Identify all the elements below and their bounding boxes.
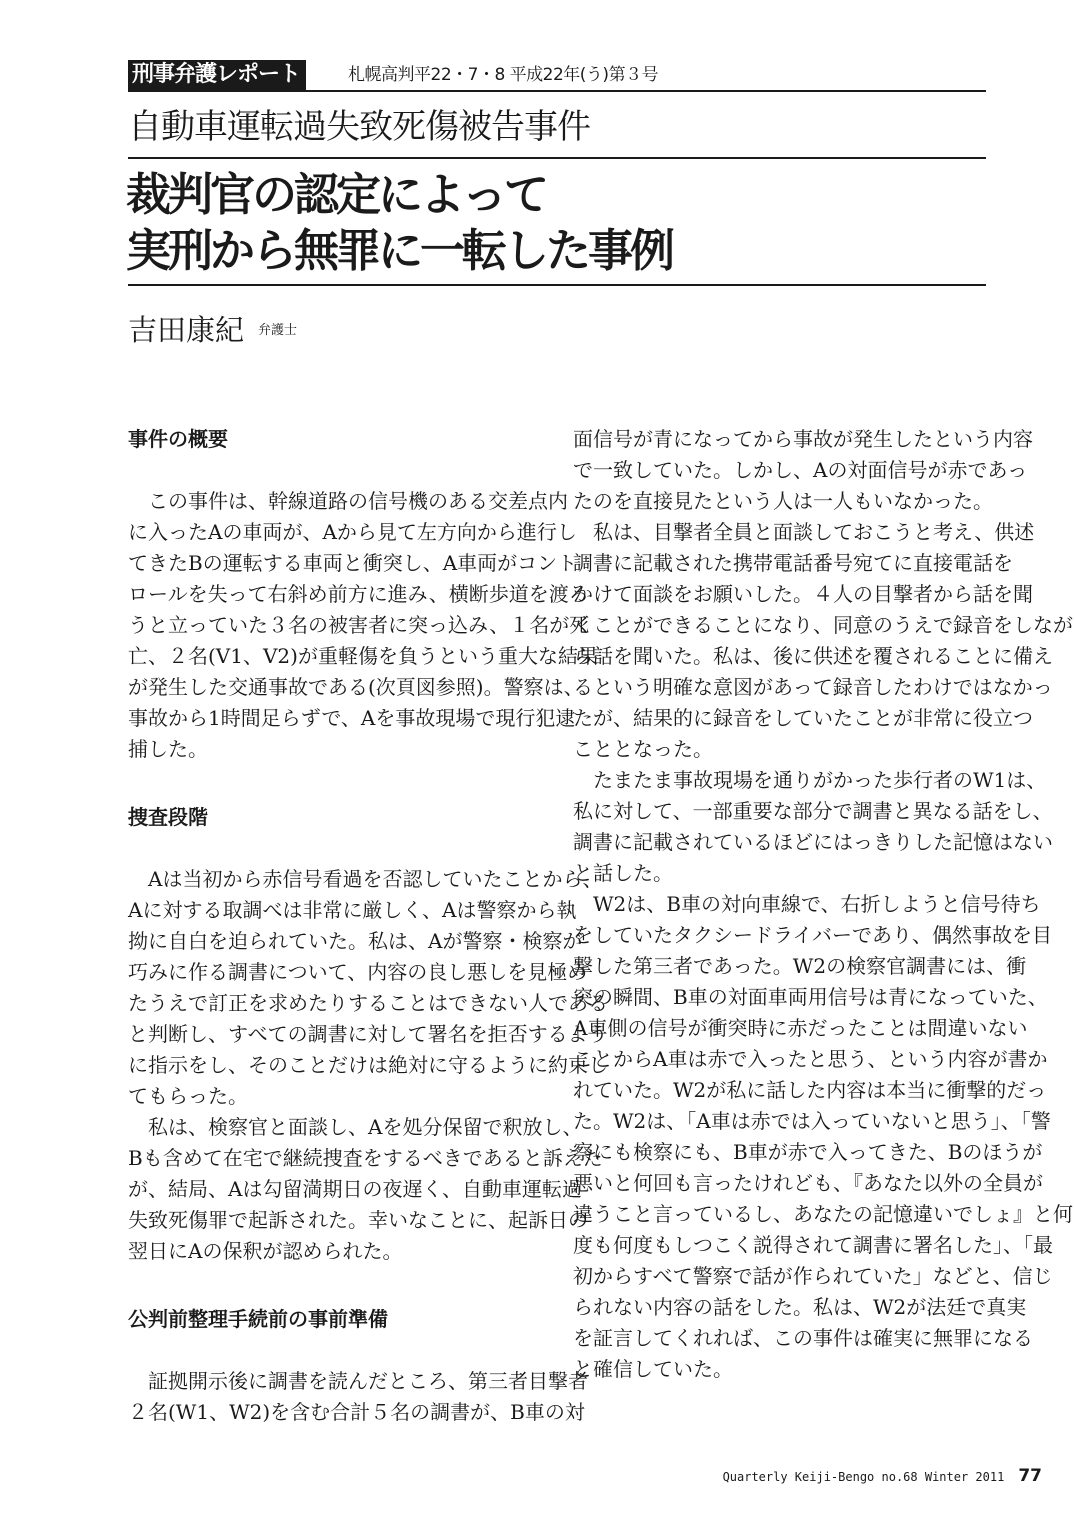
- text-line: 翌日にAの保釈が認められた。: [128, 1239, 403, 1263]
- text-line: 悪いと何回も言ったけれども、『あなた以外の全員が: [573, 1171, 1043, 1195]
- text-line: ことからA車は赤で入ったと思う、という内容が書か: [573, 1047, 1048, 1071]
- section-heading: 事件の概要: [128, 427, 228, 451]
- text-line: この事件は、幹線道路の信号機のある交差点内: [128, 489, 568, 513]
- text-line: Bも含めて在宅で継続捜査をするべきであると訴えた: [128, 1146, 603, 1170]
- divider: [128, 284, 986, 286]
- text-line: 突の瞬間、B車の対面車両用信号は青になっていた、: [573, 985, 1048, 1009]
- text-line: ロールを失って右斜め前方に進み、横断歩道を渡ろ: [128, 582, 589, 606]
- author-role: 弁護士: [258, 323, 298, 338]
- paragraph: [573, 517, 1073, 765]
- text-line: で一致していた。しかし、Aの対面信号が赤であっ: [573, 458, 1028, 482]
- text-line: 捕した。: [128, 737, 208, 761]
- case-reference: 札幌高判平22・7・8 平成22年(う)第３号: [348, 65, 659, 85]
- paragraph: [128, 1112, 603, 1267]
- text-line: を証言してくれれば、この事件は確実に無罪になる: [573, 1326, 1033, 1350]
- text-line: W2は、B車の対向車線で、右折しようと信号待ち: [573, 892, 1041, 916]
- text-line: てきたBの運転する車両と衝突し、A車両がコント: [128, 551, 578, 575]
- paragraph: [128, 1366, 588, 1428]
- text-line: ら話を聞いた。私は、後に供述を覆されることに備え: [573, 644, 1053, 668]
- text-line: かけて面談をお願いした。４人の目撃者から話を聞: [573, 582, 1033, 606]
- text-line: 面信号が青になってから事故が発生したという内容: [573, 427, 1033, 451]
- text-line: るという明確な意図があって録音したわけではなかっ: [573, 675, 1053, 699]
- byline: [128, 312, 297, 349]
- text-line: 亡、２名(V1、V2)が重軽傷を負うという重大な結果: [128, 644, 598, 668]
- text-line: 巧みに作る調書について、内容の良し悪しを見極め: [128, 960, 588, 984]
- author-name: 吉田康紀: [128, 313, 245, 347]
- text-line: 度も何度もしつこく説得されて調書に署名した」、「最: [573, 1233, 1053, 1257]
- text-line: A車側の信号が衝突時に赤だったことは間違いない: [573, 1016, 1028, 1040]
- case-name: 自動車運転過失致死傷被告事件: [128, 107, 590, 147]
- paragraph: [573, 424, 1033, 517]
- text-line: 拗に自白を迫られていた。私は、Aが警察・検察が: [128, 929, 583, 953]
- section-heading: 公判前整理手続前の事前準備: [128, 1307, 388, 1331]
- text-line: が発生した交通事故である(次頁図参照)。警察は、: [128, 675, 584, 699]
- text-line: をしていたタクシードライバーであり、偶然事故を目: [573, 923, 1052, 947]
- article-title: [126, 167, 672, 279]
- text-line: 私は、目撃者全員と面談しておこうと考え、供述: [573, 520, 1035, 544]
- text-line: たうえで訂正を求めたりすることはできない人である: [128, 991, 608, 1015]
- text-line: うと立っていた３名の被害者に突っ込み、１名が死: [128, 613, 590, 637]
- text-line: たのを直接見たという人は一人もいなかった。: [573, 489, 993, 513]
- title-line: 裁判官の認定によって: [126, 168, 547, 221]
- text-line: 調書に記載された携帯電話番号宛てに直接電話を: [573, 551, 1013, 575]
- paragraph: [573, 765, 1053, 889]
- text-line: た。W2は、「A車は赤では入っていないと思う」、「警: [573, 1109, 1051, 1133]
- paragraph: [573, 889, 1073, 1385]
- divider: [128, 157, 986, 159]
- journal-name: Quarterly Keiji-Bengo no.68 Winter 2011: [722, 1470, 1005, 1484]
- text-line: に指示をし、そのことだけは絶対に守るように約束し: [128, 1053, 608, 1077]
- text-line: 事故から1時間足らずで、Aを事故現場で現行犯逮: [128, 706, 576, 730]
- series-label: 刑事弁護レポート: [128, 60, 306, 90]
- text-line: と確信していた。: [573, 1357, 733, 1381]
- text-line: 撃した第三者であった。W2の検察官調書には、衝: [573, 954, 1027, 978]
- text-line: 調書に記載されているほどにはっきりした記憶はない: [573, 830, 1053, 854]
- page-footer: [723, 1466, 1042, 1487]
- divider: [128, 90, 986, 92]
- section-heading: 捜査段階: [128, 805, 208, 829]
- left-column: [128, 424, 608, 1428]
- paragraph: [128, 864, 608, 1112]
- text-line: と判断し、すべての調書に対して署名を拒否するよう: [128, 1022, 608, 1046]
- text-line: たが、結果的に録音をしていたことが非常に役立つ: [573, 706, 1033, 730]
- text-line: こととなった。: [573, 737, 713, 761]
- text-line: たまたま事故現場を通りがかった歩行者のW1は、: [573, 768, 1047, 792]
- page-number: 77: [1018, 1466, 1042, 1486]
- text-line: 察にも検察にも、B車が赤で入ってきた、Bのほうが: [573, 1140, 1043, 1164]
- text-line: に入ったAの車両が、Aから見て左方向から進行し: [128, 520, 577, 544]
- text-line: 証拠開示後に調書を読んだところ、第三者目撃者: [128, 1369, 588, 1393]
- paragraph: [128, 486, 598, 765]
- text-line: 私は、検察官と面談し、Aを処分保留で釈放し、: [128, 1115, 583, 1139]
- text-line: と話した。: [573, 861, 673, 885]
- text-line: 失致死傷罪で起訴された。幸いなことに、起訴日の: [128, 1208, 588, 1232]
- text-line: てもらった。: [128, 1084, 248, 1108]
- text-line: ２名(W1、W2)を含む合計５名の調書が、B車の対: [128, 1400, 585, 1424]
- text-line: れていた。W2が私に話した内容は本当に衝撃的だっ: [573, 1078, 1047, 1102]
- text-line: が、結局、Aは勾留満期日の夜遅く、自動車運転過: [128, 1177, 583, 1201]
- text-line: られない内容の話をした。私は、W2が法廷で真実: [573, 1295, 1027, 1319]
- text-line: Aは当初から赤信号看過を否認していたことから、: [128, 867, 603, 891]
- text-line: Aに対する取調べは非常に厳しく、Aは警察から執: [128, 898, 577, 922]
- text-line: くことができることになり、同意のうえで録音をしなが: [573, 613, 1073, 637]
- title-line: 実刑から無罪に一転した事例: [126, 224, 673, 277]
- text-line: 違うこと言っているし、あなたの記憶違いでしょ』と何: [573, 1202, 1073, 1226]
- right-column: [573, 424, 1073, 1385]
- text-line: 私に対して、一部重要な部分で調書と異なる話をし、: [573, 799, 1053, 823]
- text-line: 初からすべて警察で話が作られていた」などと、信じ: [573, 1264, 1053, 1288]
